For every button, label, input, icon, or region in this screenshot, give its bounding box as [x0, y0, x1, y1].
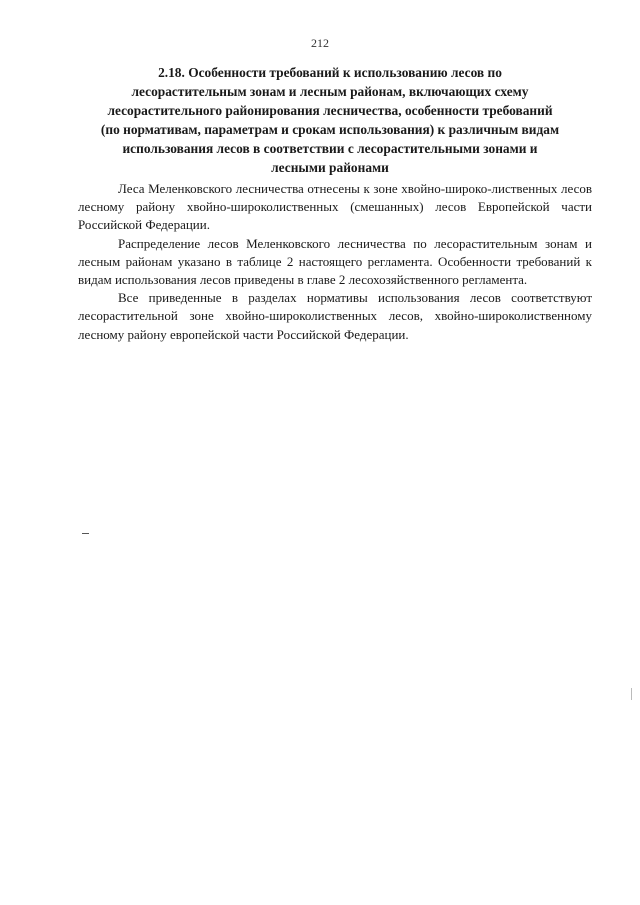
- heading-line: использования лесов в соответствии с лесорастительными зонами и: [122, 141, 538, 156]
- heading-line: 2.18. Особенности требований к использованию лесов по: [158, 65, 502, 80]
- heading-line: лесорастительного районирования лесничества, особенности требований: [107, 103, 553, 118]
- paragraph: Распределение лесов Меленковского лесничества по лесорастительным зонам и лесным районам указано в таблице 2 настоящего регламента. Особенности требований к видам использования лесов приведены в главе 2 лесохозяйственного регламента.: [78, 235, 592, 288]
- heading-line: лесорастительным зонам и лесным районам, включающих схему: [131, 84, 529, 99]
- scan-mark: [82, 533, 89, 534]
- body-text: [78, 180, 592, 344]
- paragraph: Все приведенные в разделах нормативы использования лесов соответствуют лесорастительной зоне хвойно-широколиственных лесов, хвойно-широколиственному лесному району европейской части Российской Федерации.: [78, 290, 592, 342]
- scan-edge-mark: [631, 688, 632, 700]
- paragraph: Леса Меленковского лесничества отнесены к зоне хвойно-широко-лиственных лесов лесному району хвойно-широколиственных (смешанных) лесов Европейской части Российской Федерации.: [78, 181, 592, 233]
- page-number: 212: [311, 36, 329, 50]
- section-heading: [70, 63, 590, 177]
- heading-line: лесными районами: [271, 160, 389, 175]
- heading-line: (по нормативам, параметрам и срокам использования) к различным видам: [100, 122, 560, 137]
